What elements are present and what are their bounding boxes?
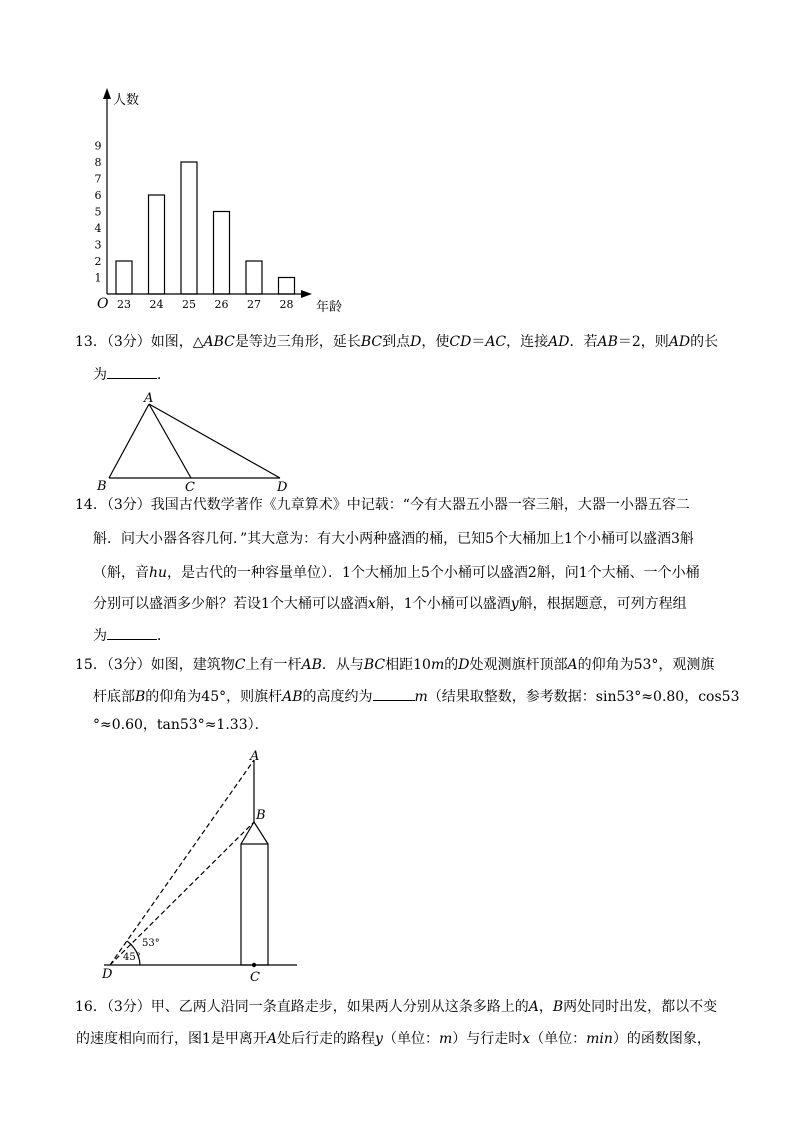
sightline-db — [110, 822, 254, 965]
bar-27 — [246, 261, 262, 294]
sightline-da — [110, 760, 254, 965]
q14-line2: 斛．问大小器各容几何．”其大意为：有大小两种盛酒的桶，已知5个大桶加上1个小桶可以盛酒3斛 — [93, 531, 694, 547]
point-b-label: B — [256, 808, 266, 823]
y-tick-label-8: 8 — [94, 156, 102, 169]
x-tick-label-27: 27 — [247, 298, 261, 311]
x-tick-label-23: 23 — [117, 298, 131, 311]
y-tick-label-4: 4 — [94, 222, 102, 235]
chart-y-ticks — [95, 140, 102, 285]
point-c-label: C — [250, 970, 260, 984]
q14-line4: 分别可以盛酒多少斛？若设1个大桶可以盛酒x斛，1个小桶可以盛酒y斛，根据题意，可列方程组 — [93, 596, 687, 612]
origin-label: O — [97, 296, 109, 312]
y-tick-label-1: 1 — [94, 271, 102, 285]
bar-28 — [279, 278, 295, 295]
q15-line1: 15．（3分）如图，建筑物C上有一杆AB．从与BC相距10m的D处观测旗杆顶部A的仰角为53°，观测旗 — [75, 657, 715, 673]
angle-45-label: 45° — [123, 952, 141, 963]
chart-bars — [116, 162, 295, 294]
angle-53-label: 53° — [142, 938, 160, 949]
y-tick-label-9: 9 — [94, 139, 102, 153]
bar-24 — [149, 195, 165, 294]
segment-ab — [109, 404, 149, 478]
chart-axes — [103, 88, 312, 298]
y-tick-label-5: 5 — [94, 205, 102, 219]
q15-line2: 杆底部B的仰角为45°，则旗杆AB的高度约为 m（结果取整数，参考数据：sin53°≈0.80，cos53 — [93, 689, 740, 705]
point-c-label: C — [185, 480, 195, 494]
y-tick-label-6: 6 — [94, 189, 102, 202]
y-tick-label-3: 3 — [94, 238, 102, 252]
segment-ac — [149, 404, 191, 478]
point-d-label: D — [102, 967, 113, 982]
y-tick-label-7: 7 — [94, 172, 102, 186]
q15-line3: °≈0.60，tan53°≈1.33）． — [93, 717, 269, 733]
x-tick-label-26: 26 — [214, 298, 229, 311]
q13-line1: 13．（3分）如图，△ABC是等边三角形，延长BC到点D，使CD＝AC，连接AD．若AB＝2，则AD的长 — [75, 334, 719, 350]
point-a-label: A — [250, 749, 260, 764]
q16-line2: 的速度相向而行，图1是甲离开A处后行走的路程y（单位：m）与行走时x（单位：min）的函数图象， — [76, 1031, 711, 1047]
bar-26 — [214, 212, 230, 295]
building-roof — [241, 822, 268, 844]
bar-23 — [116, 261, 132, 294]
point-a-label: A — [144, 391, 154, 406]
segment-ad — [149, 404, 280, 478]
chart-x-ticks — [117, 298, 294, 311]
point-d-label: D — [277, 480, 288, 494]
x-axis-label: 年龄 — [316, 300, 343, 315]
q15-flagpole-figure — [96, 748, 306, 984]
q16-line1: 16．（3分）甲、乙两人沿同一条直路走步，如果两人分别从这条多路上的A，B两处同时出发，都以不变 — [75, 999, 718, 1015]
bar-25 — [181, 162, 197, 294]
q14-line1: 14．（3分）我国古代数学著作《九章算术》中记载：“今有大器五小器一容三斛，大器一小器五容二 — [75, 497, 690, 513]
q13-blank[interactable] — [107, 366, 157, 379]
building-rect — [241, 844, 268, 965]
point-b-label: B — [97, 479, 107, 494]
q13-line2: 为 ． — [93, 367, 171, 383]
x-tick-label-28: 28 — [279, 298, 294, 311]
y-axis-label: 人数 — [113, 93, 140, 108]
q14-line3: （斛，音hu，是古代的一种容量单位）．1个大桶加上5个小桶可以盛酒2斛，问1个大桶、一个小桶 — [93, 565, 700, 581]
x-tick-label-24: 24 — [149, 298, 164, 311]
point-c-dot — [252, 963, 256, 967]
q14-blank[interactable] — [107, 627, 157, 640]
q15-blank[interactable] — [373, 688, 415, 701]
q14-line5: 为 ． — [93, 628, 171, 644]
x-axis-arrow — [301, 290, 312, 298]
x-tick-label-25: 25 — [182, 298, 196, 311]
bar-chart — [80, 82, 360, 322]
q13-triangle-figure — [92, 388, 298, 494]
y-axis-arrow — [103, 88, 111, 99]
y-tick-label-2: 2 — [94, 255, 102, 268]
